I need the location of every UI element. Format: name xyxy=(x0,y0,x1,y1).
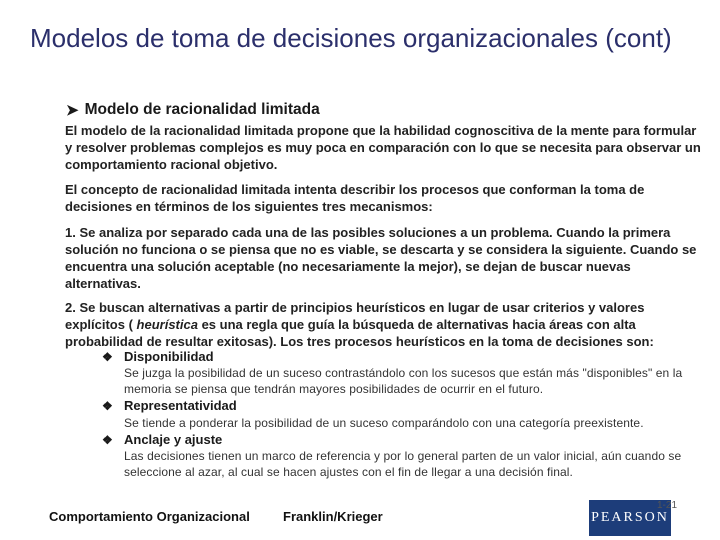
bullet-description: Se juzga la posibilidad de un suceso contrastándolo con los sucesos que están más "disponibles" en la memoria se piensa que tendrán mayores posibilidades de ocurrir en el futuro. xyxy=(124,366,683,396)
bullet-label: Representatividad xyxy=(124,398,237,413)
footer-course: Comportamiento Organizacional xyxy=(49,509,250,524)
paragraph-mechanism-2-end: es una regla que guía la búsqueda de alternativas hacia áreas con alta probabilidad de resultar exitosas). Los tres procesos heurísticos en la toma de decisiones son: xyxy=(65,317,654,349)
pearson-logo: PEARSON xyxy=(589,500,671,536)
slide-title: Modelos de toma de decisiones organizacionales (cont) xyxy=(30,23,672,53)
bullet-label: Anclaje y ajuste xyxy=(124,432,223,447)
bullet-anclaje xyxy=(102,432,222,447)
diamond-bullet-icon: ❖ xyxy=(102,398,113,413)
section-heading xyxy=(66,101,320,119)
paragraph-mechanism-2-italic: heurística xyxy=(136,317,198,332)
bullet-label: Disponibilidad xyxy=(124,349,214,364)
diamond-bullet-icon: ❖ xyxy=(102,432,113,447)
paragraph-mechanism-1: 1. Se analiza por separado cada una de las posibles soluciones a un problema. Cuando la primera solución no funciona o se piensa que no es viable, se descarta y se considera la siguiente. Cuando se encuentra una solución aceptable (no necesariamente la mejor), se dejan de buscar nuevas alternativas. xyxy=(65,225,697,291)
paragraph-concept: El concepto de racionalidad limitada intenta describir los procesos que conforman la toma de decisiones en términos de los siguientes tres mecanismos: xyxy=(65,182,645,214)
paragraph-definition: El modelo de la racionalidad limitada propone que la habilidad cognoscitiva de la mente para formular y resolver problemas complejos es muy poca en comparación con lo que se necesita para observar un comportamiento racional objetivo. xyxy=(65,123,701,172)
bullet-description: Se tiende a ponderar la posibilidad de un suceso comparándolo con una categoría preexistente. xyxy=(124,416,644,430)
footer-authors: Franklin/Krieger xyxy=(283,509,383,524)
paragraph-mechanism-2 xyxy=(65,299,705,350)
paragraph-mechanism-2-start: 2. Se buscan alternativas a partir de principios heurísticos en lugar de usar criterios y valores explícitos ( xyxy=(65,300,645,332)
section-heading-label: Modelo de racionalidad limitada xyxy=(84,101,320,118)
bullet-disponibilidad xyxy=(102,349,214,364)
page-number: 1-21 xyxy=(657,500,678,511)
arrow-bullet-icon: ➤ xyxy=(66,102,79,119)
diamond-bullet-icon: ❖ xyxy=(102,349,113,364)
bullet-representatividad xyxy=(102,398,237,413)
bullet-description: Las decisiones tienen un marco de referencia y por lo general parten de un valor inicial, aún cuando se seleccione al azar, al cual se hacen ajustes con el fin de llegar a una decisión final. xyxy=(124,449,682,479)
